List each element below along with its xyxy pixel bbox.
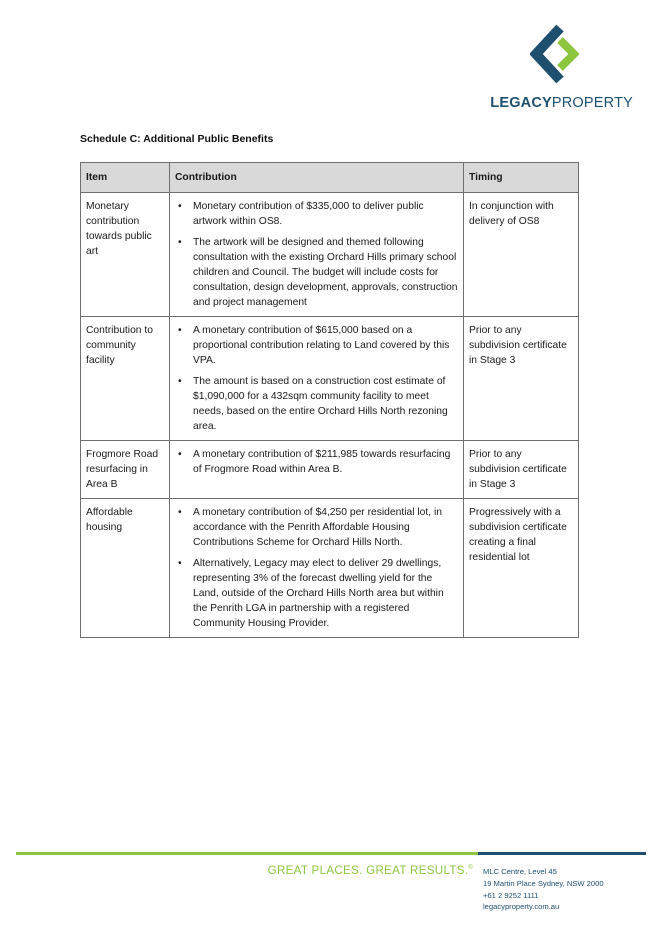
list-item: • Alternatively, Legacy may elect to deliver 29 dwellings, representing 3% of the forecast dwelling yield for the Land, outside of the Orchard Hills North area but within the Penrith LGA in partnership with a registered Community Housing Provider. [178,558,444,629]
contribution-cell [170,317,464,441]
list-item: • The artwork will be designed and themed following consultation with the existing Orchard Hills primary school children and Council. The budget will include costs for consultation, design development, approvals, construction and project management [178,237,458,308]
column-header-contribution: Contribution [170,163,464,193]
list-item: • Monetary contribution of $335,000 to deliver public artwork within OS8. [178,201,424,227]
item-cell: Monetary contribution towards public art [81,193,170,317]
footer-divider-blue [478,852,646,855]
timing-cell: In conjunction with delivery of OS8 [464,193,579,317]
table-header-row [81,163,579,193]
contact-phone: +61 2 9252 1111 [483,890,539,900]
schedule-table [80,162,579,638]
bullet-icon: • [178,201,182,212]
list-item: • A monetary contribution of $4,250 per residential lot, in accordance with the Penrith Affordable Housing Contributions Scheme for Orchard Hills North. [178,507,442,548]
bullet-icon: • [178,507,182,518]
list-item: • A monetary contribution of $615,000 based on a proportional contribution relating to Land covered by this VPA. [178,325,450,366]
timing-cell: Prior to any subdivision certificate in Stage 3 [464,441,579,499]
table-row [81,317,579,441]
contribution-cell [170,193,464,317]
schedule-title: Schedule C: Additional Public Benefits [80,133,274,145]
company-logo [488,22,633,118]
contact-website-link[interactable]: legacyproperty.com.au [483,902,560,912]
timing-cell: Progressively with a subdivision certificate creating a final residential lot [464,499,579,638]
table-row [81,441,579,499]
contact-address-line-1: MLC Centre, Level 45 [483,867,557,876]
table-row [81,499,579,638]
footer-tagline: GREAT PLACES. GREAT RESULTS.® [267,864,473,877]
item-cell: Frogmore Road resurfacing in Area B [81,441,170,499]
timing-cell: Prior to any subdivision certificate in Stage 3 [464,317,579,441]
item-cell: Contribution to community facility [81,317,170,441]
contribution-cell [170,441,464,499]
column-header-timing: Timing [464,163,579,193]
bullet-icon: • [178,558,182,569]
item-cell: Affordable housing [81,499,170,638]
column-header-item: Item [81,163,170,193]
registered-mark: ® [468,865,473,872]
contact-address-line-2: 19 Martin Place Sydney, NSW 2000 [483,878,604,888]
logo-mark-icon [530,22,586,88]
bullet-icon: • [178,449,182,460]
contribution-cell [170,499,464,638]
list-item: • A monetary contribution of $211,985 towards resurfacing of Frogmore Road within Area B. [178,449,451,475]
footer-contact [483,866,604,913]
list-item: • The amount is based on a construction cost estimate of $1,090,000 for a 432sqm community facility to meet needs, based on the entire Orchard Hills North rezoning area. [178,376,448,432]
bullet-icon: • [178,376,182,387]
table-row [81,193,579,317]
footer-divider-green [16,852,478,855]
bullet-icon: • [178,237,182,248]
logo-wordmark: LEGACYPROPERTY [490,95,633,111]
bullet-icon: • [178,325,182,336]
